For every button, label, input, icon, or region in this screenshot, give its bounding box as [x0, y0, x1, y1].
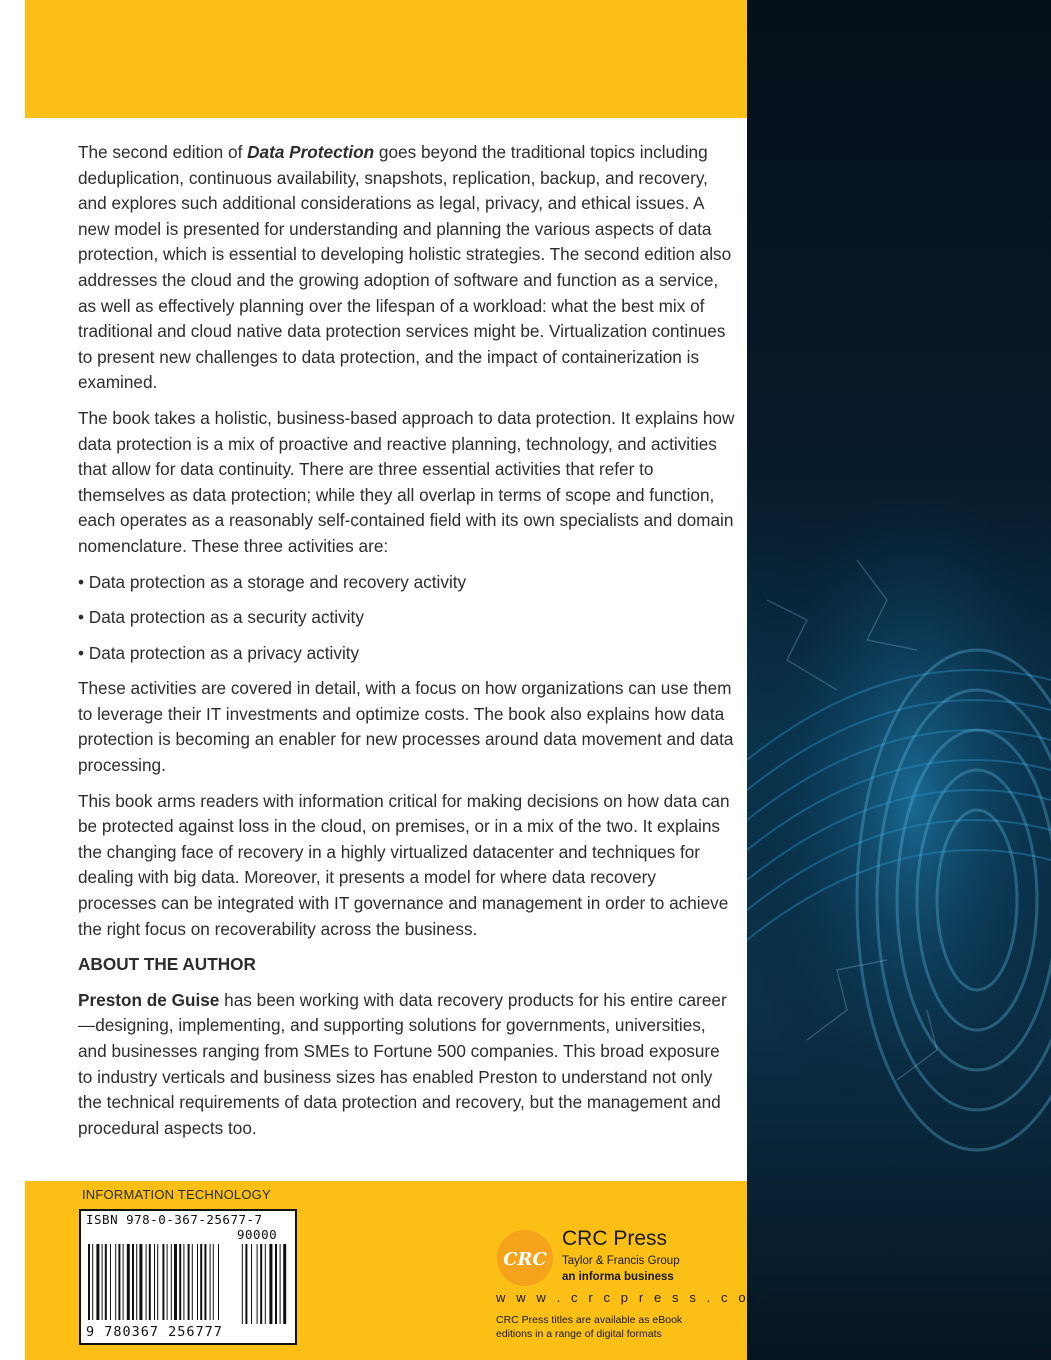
- price-addon-code: 90000: [237, 1227, 278, 1242]
- addon-barcode-bar: [275, 1244, 277, 1324]
- barcode-bar: [210, 1244, 211, 1320]
- left-edge: [0, 0, 25, 1360]
- barcode-bar: [167, 1244, 168, 1320]
- publisher-name: CRC Press: [562, 1227, 668, 1250]
- about-author-heading: ABOUT THE AUTHOR: [78, 954, 256, 975]
- barcode-bar: [132, 1244, 134, 1320]
- barcode-bar: [105, 1244, 107, 1320]
- addon-barcode-bar: [283, 1244, 286, 1324]
- barcode-bar: [127, 1244, 130, 1320]
- barcode-bar: [102, 1244, 103, 1320]
- barcode-bar: [136, 1244, 137, 1320]
- description-text: [78, 140, 738, 1151]
- addon-barcode-bar: [265, 1244, 266, 1324]
- author-bio: [78, 988, 738, 1142]
- bullet-item: • Data protection as a storage and recovery activity: [78, 571, 467, 592]
- barcode-bar: [92, 1244, 93, 1320]
- decorative-maze-panel: [747, 0, 1051, 1360]
- barcode-bar: [200, 1244, 202, 1320]
- bullet-item: • Data protection as a security activity: [78, 607, 364, 628]
- barcode-bar: [171, 1244, 172, 1320]
- barcode-bar: [96, 1244, 99, 1320]
- addon-barcode-bar: [269, 1244, 272, 1324]
- addon-barcode-bar: [242, 1244, 243, 1324]
- barcode-bar: [192, 1244, 193, 1320]
- paragraph-readers: This book arms readers with information critical for making decisions on how data can be protected against loss in the cloud, on premises, or in a mix of the two. It explains the changing face of recovery in a highly virtualized datacenter and techniques for dealing with big data. Moreover, it presents a model for where data recovery processes can be integrated with IT governance and management in order to achieve the right focus on recoverability across the business.: [78, 790, 730, 939]
- barcode-bar: [183, 1244, 184, 1320]
- paragraph-intro: [78, 140, 738, 396]
- top-yellow-band: [25, 0, 747, 118]
- barcode-bar: [179, 1244, 181, 1320]
- addon-barcode-bar: [257, 1244, 258, 1324]
- barcode-bar: [197, 1244, 198, 1320]
- book-title-emphasis: Data Protection: [247, 142, 375, 162]
- publisher-group: Taylor & Francis Group: [562, 1255, 680, 1267]
- barcode-bar: [218, 1244, 219, 1320]
- barcode-bar: [110, 1244, 111, 1320]
- barcode-bar: [154, 1244, 155, 1320]
- barcode-bar: [115, 1244, 116, 1320]
- barcode-bar: [174, 1244, 177, 1320]
- paragraph-approach: The book takes a holistic, business-based approach to data protection. It explains how data protection is a mix of proactive and reactive planning, technology, and activities that allow for data continuity. There are three essential activities that refer to themselves as data protection; while they all overlap in terms of scope and function, each operates as a reasonably self-contained field with its own specialists and domain nomenclature. These three activities are:: [78, 407, 735, 556]
- barcode-bar: [149, 1244, 151, 1320]
- barcode-bar: [146, 1244, 147, 1320]
- paragraph-activities: These activities are covered in detail, with a focus on how organizations can use them to leverage their IT investments and optimize costs. The book also explains how data protection is becoming an enabler for new processes around data movement and data processing.: [78, 678, 734, 776]
- author-name: Preston de Guise: [78, 989, 220, 1010]
- barcode-bar: [162, 1244, 164, 1320]
- barcode-bar: [118, 1244, 120, 1320]
- addon-barcode-bar: [251, 1244, 252, 1324]
- intro-lead: The second edition of: [78, 142, 248, 162]
- crc-press-logo-icon: [496, 1229, 554, 1287]
- barcode-bar: [88, 1244, 90, 1320]
- barcode-bar: [123, 1244, 124, 1320]
- barcode-graphic: [82, 1244, 294, 1328]
- ean-digits: 9 780367 256777: [86, 1324, 223, 1340]
- addon-barcode-bar: [280, 1244, 281, 1324]
- intro-rest: goes beyond the traditional topics including deduplication, continuous availability, snapshots, replication, backup, and recovery, and explores such additional considerations as legal, privacy, and ethical issues. A new model is presented for understanding and planning the various aspects of data protection, which is essential to developing holistic strategies. The second edition also addresses the cloud and the growing adoption of software and function as a service, as well as effectively planning over the lifespan of a workload: what the best mix of traditional and cloud native data protection services might be. Virtualization continues to present new challenges to data protection, and the impact of containerization is examined.: [78, 142, 732, 393]
- isbn-text: ISBN 978-0-367-25677-7: [86, 1212, 263, 1227]
- barcode-bar: [188, 1244, 190, 1320]
- barcode-bar: [139, 1244, 142, 1320]
- category-label: INFORMATION TECHNOLOGY: [82, 1187, 271, 1202]
- publisher-url[interactable]: w w w . c r c p r e s s . c o m: [496, 1290, 771, 1305]
- ebook-note: CRC Press titles are available as eBook editions in a range of digital formats: [496, 1314, 683, 1340]
- barcode-bar: [204, 1244, 206, 1320]
- publisher-tagline: an informa business: [562, 1271, 674, 1283]
- barcode-bar: [157, 1244, 158, 1320]
- author-bio-text: has been working with data recovery products for his entire career—designing, implementing, and supporting solutions for governments, universities, and businesses ranging from SMEs to Fortune 500 companies. This broad exposure to industry verticals and business sizes has enabled Preston to understand not only the technical requirements of data protection and recovery, but the management and procedural aspects too.: [78, 989, 727, 1138]
- barcode-bar: [213, 1244, 214, 1320]
- svg-text:CRC: CRC: [503, 1249, 547, 1270]
- bullet-item: • Data protection as a privacy activity: [78, 642, 360, 663]
- addon-barcode-bar: [245, 1244, 247, 1324]
- addon-barcode-bar: [260, 1244, 262, 1324]
- maze-tunnel-graphic: [747, 0, 1051, 1360]
